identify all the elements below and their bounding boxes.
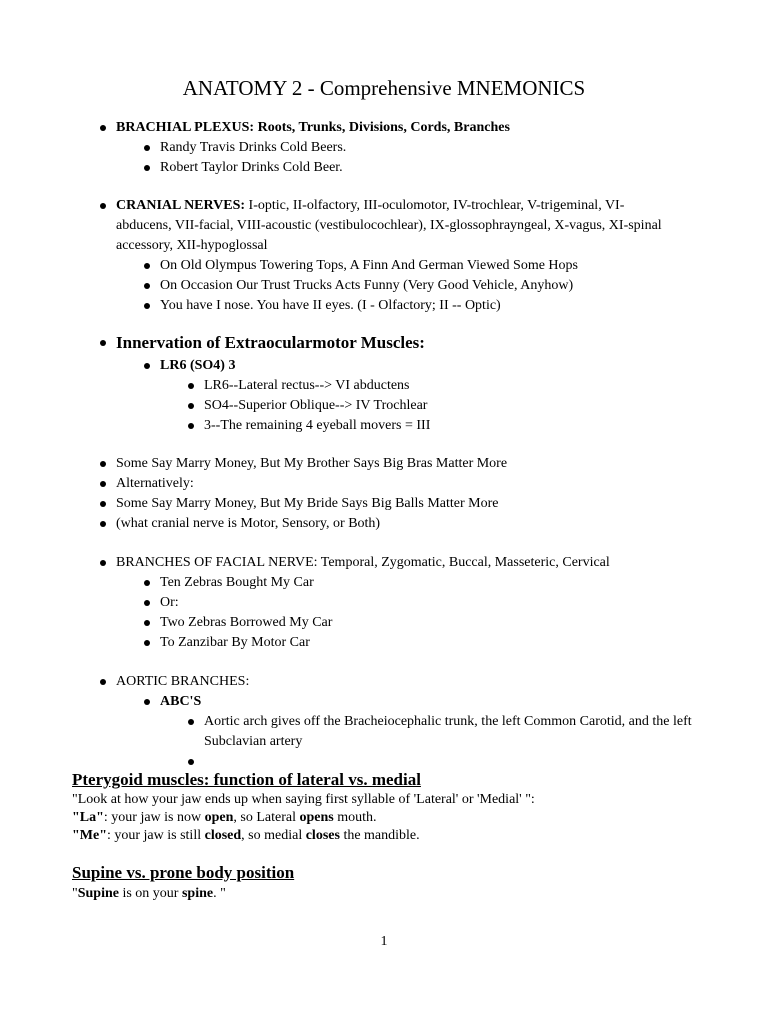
pterygoid-line3: "Me": your jaw is still closed, so medial closes the mandible. [72,828,420,843]
brachial-section [0,118,610,178]
list-item [0,416,525,436]
aortic-section [0,672,768,772]
mnemonic-text: On Occasion Our Trust Trucks Acts Funny (Very Good Vehicle, Anyhow) [160,278,574,293]
bullet-icon [100,679,106,685]
mnemonic-text: Randy Travis Drinks Cold Beers. [160,140,347,155]
bullet-icon [100,560,106,566]
pterygoid-heading: Pterygoid muscles: function of lateral vs. medial [72,770,421,789]
list-item [0,514,607,534]
list-item [0,573,710,593]
bullet-icon [100,501,106,507]
facial-text: Temporal, Zygomatic, Buccal, Masseteric, Cervical [317,555,610,570]
bullet-icon [188,383,194,389]
bullet-icon [100,203,106,209]
mnemonic-text: Robert Taylor Drinks Cold Beer. [160,160,343,175]
list-item [0,672,768,692]
mnemonic-text: Aortic arch gives off the Bracheiocephalic trunk, the left Common Carotid, and the left Subclavian artery [204,714,692,749]
mnemonic-text: SO4--Superior Oblique--> IV Trochlear [204,398,428,413]
cranial-label: CRANIAL NERVES: [116,198,246,213]
pterygoid-line1: "Look at how your jaw ends up when saying first syllable of 'Lateral' or 'Medial' ": [72,792,535,807]
list-item [0,118,610,138]
bullet-icon [144,283,150,289]
bullet-icon [144,145,150,151]
brachial-label: BRACHIAL PLEXUS: Roots, Trunks, Divisions, Cords, Branches [116,120,510,135]
list-item [0,332,525,354]
bullet-icon [100,340,106,346]
bullet-icon [188,403,194,409]
list-item [0,474,607,494]
mnemonic-text: Alternatively: [116,476,194,491]
mnemonic-text: 3--The remaining 4 eyeball movers = III [204,418,431,433]
mnemonic-text: LR6--Lateral rectus--> VI abductens [204,378,410,393]
bullet-icon [144,303,150,309]
aortic-sub: ABC'S [160,694,202,709]
list-item [0,376,525,396]
supine-heading: Supine vs. prone body position [72,863,295,882]
list-item [0,692,768,712]
mnemonic-text: Some Say Marry Money, But My Bride Says Big Balls Matter More [116,496,499,511]
bullet-icon [144,363,150,369]
mnemonic-text: (what cranial nerve is Motor, Sensory, or Both) [116,516,381,531]
bullet-icon [188,719,194,725]
list-item [0,158,610,178]
list-item [0,712,768,752]
bullet-icon [100,461,106,467]
mnemonic-text: You have I nose. You have II eyes. (I - Olfactory; II -- Optic) [160,298,501,313]
aortic-label: AORTIC BRANCHES: [116,674,250,689]
list-item [0,454,607,474]
extraocular-section [0,332,525,436]
extraocular-label: Innervation of Extraocularmotor Muscles: [116,333,425,352]
list-item [0,296,768,316]
mnemonic-text: Or: [160,595,179,610]
supine-line: "Supine is on your spine. " [72,886,226,901]
list-item [0,593,710,613]
mnemonic-text: Ten Zebras Bought My Car [160,575,314,590]
list-item [0,276,768,296]
list-item [0,613,710,633]
list-item [0,356,525,376]
bullet-icon [100,521,106,527]
facial-label: BRANCHES OF FACIAL NERVE: [116,555,318,570]
page-title: ANATOMY 2 - Comprehensive MNEMONICS [182,76,586,100]
list-item [0,256,768,276]
mnemonic-text: On Old Olympus Towering Tops, A Finn And German Viewed Some Hops [160,258,578,273]
bullet-icon [144,620,150,626]
bullet-icon [144,580,150,586]
motor-section [0,454,607,534]
list-item [0,553,710,573]
list-item [0,138,610,158]
list-item [0,396,525,416]
mnemonic-text: To Zanzibar By Motor Car [160,635,310,650]
cranial-text: I-optic, II-olfactory, III-oculomotor, IV-trochlear, V-trigeminal, VI-abducens, VII-facial, VIII-acoustic (vestibulocochlear), IX-glossophrayngeal, X-vagus, XI-spinal accessory, XII-hypoglossal [116,198,662,253]
page-number: 1 [380,934,388,949]
bullet-icon [100,125,106,131]
bullet-icon [144,600,150,606]
bullet-icon [144,699,150,705]
extraocular-sub: LR6 (SO4) 3 [160,358,236,373]
bullet-icon [144,640,150,646]
mnemonic-text: Two Zebras Borrowed My Car [160,615,333,630]
list-item [0,494,607,514]
mnemonic-text: Some Say Marry Money, But My Brother Says Big Bras Matter More [116,456,508,471]
bullet-icon [188,759,194,765]
pterygoid-line2: "La": your jaw is now open, so Lateral opens mouth. [72,810,377,825]
bullet-icon [100,481,106,487]
list-item [0,196,768,256]
facial-section [0,553,710,653]
bullet-icon [144,263,150,269]
list-item [0,633,710,653]
bullet-icon [188,423,194,429]
bullet-icon [144,165,150,171]
cranial-section [0,196,768,316]
